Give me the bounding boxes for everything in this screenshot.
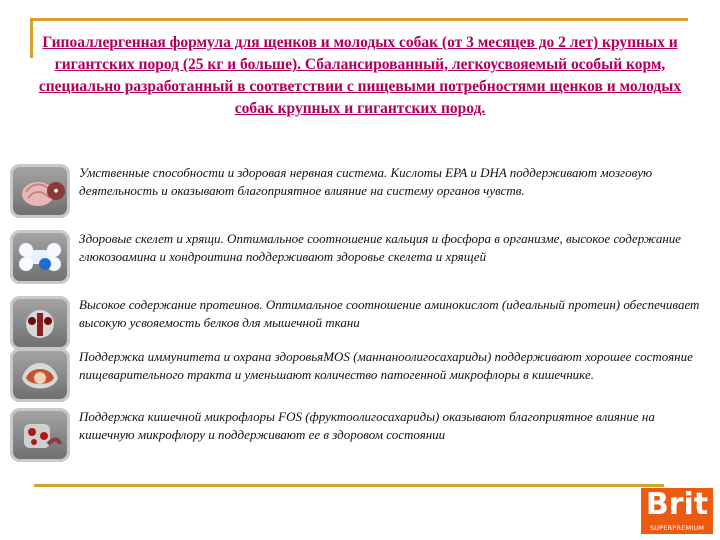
- bone-joint-icon: [10, 230, 70, 284]
- feature-item-protein: [10, 296, 710, 356]
- intestine-icon: [10, 408, 70, 462]
- immunity-icon: [10, 348, 70, 402]
- page-title: Гипоаллергенная формула для щенков и молодых собак (от 3 месяцев до 2 лет) крупных и гигантских пород (25 кг и больше). Сбалансированный, легкоусвояемый особый корм, специально разработанный в соответствии с пищевыми потребностями щенков и молодых собак крупных и гигантских пород.: [38, 34, 682, 117]
- brit-logo: [641, 488, 713, 534]
- feature-text: Здоровые скелет и хрящи. Оптимальное соотношение кальция и фосфора в организме, высокое содержание глюкозоамина и хондроитина поддерживают здоровье скелета и хрящей: [79, 231, 682, 264]
- feature-text: Высокое содержание протеинов. Оптимальное соотношение аминокислот (идеальный протеин) обеспечивает высокую усвояемость белков для мышечной ткани: [79, 297, 700, 330]
- feature-item-bones: [10, 230, 710, 290]
- muscle-icon: [10, 296, 70, 350]
- top-border-line: [30, 18, 688, 21]
- feature-text: Поддержка иммунитета и охрана здоровьяMOS (маннаноолигосахариды) поддерживают хорошее состояние пищеварительного тракта и уменьшают количество патогенной микрофлоры в кишечнике.: [79, 349, 693, 382]
- feature-item-intestine: [10, 408, 710, 468]
- brit-logo-word: Brit: [645, 487, 709, 522]
- feature-text: Поддержка кишечной микрофлоры FOS (фруктоолигосахариды) оказывают благоприятное влияние на кишечную микрофлору и поддерживают ее в здоровом состоянии: [79, 409, 655, 442]
- bottom-border-line: [34, 484, 664, 487]
- feature-item-brain: [10, 164, 710, 224]
- brain-icon: [10, 164, 70, 218]
- brit-logo-sub: SUPERPREMIUM: [649, 524, 705, 532]
- dha-badge-icon: ●: [47, 182, 65, 200]
- feature-item-immunity: [10, 348, 710, 408]
- feature-text: Умственные способности и здоровая нервная система. Кислоты EPA и DHA поддерживают мозговую деятельность и оказывают благоприятное влияние на систему органов чувств.: [79, 165, 653, 198]
